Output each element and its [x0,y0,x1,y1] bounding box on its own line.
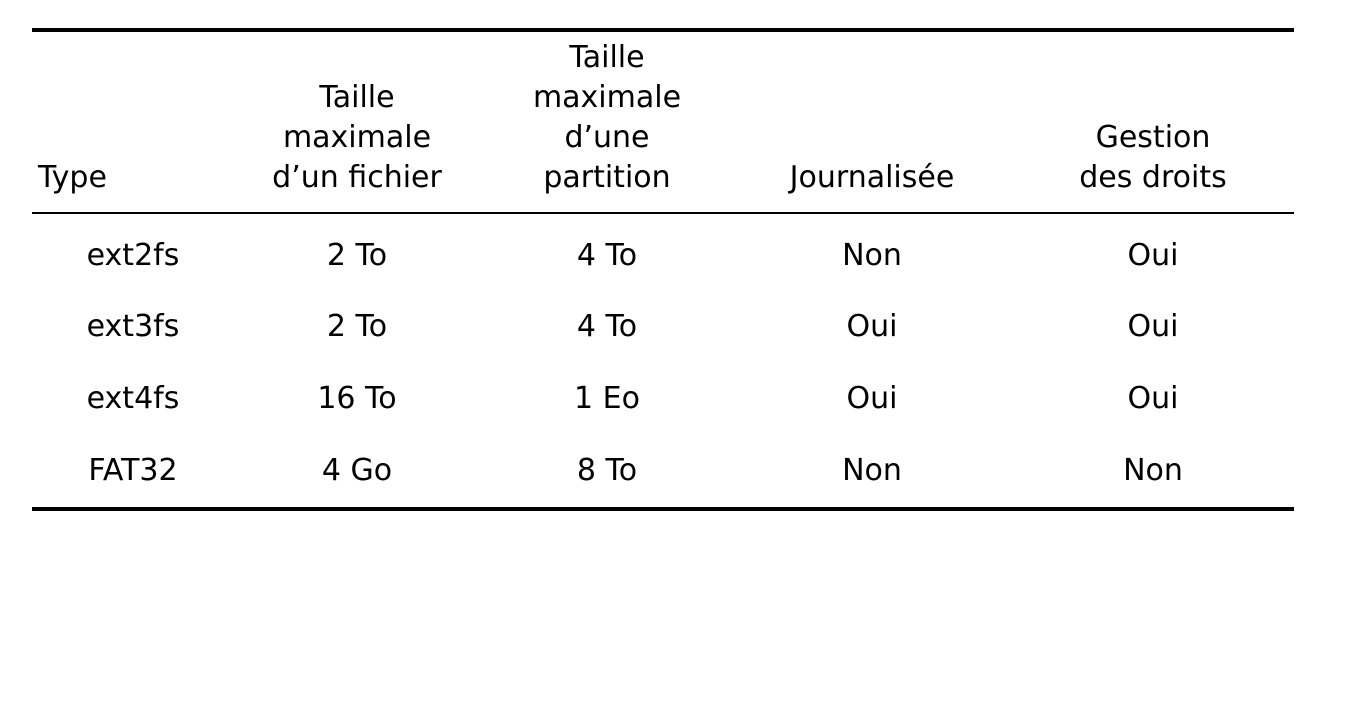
column-header-max-partition-size-line-2: maximale [532,79,682,115]
table-header-spacer [32,213,1294,220]
cell-type: ext3fs [86,309,180,345]
document-page [0,28,1347,706]
table-row [32,435,1294,509]
table-row [32,291,1294,363]
column-header-max-partition-size-line-3: d’une [564,119,650,155]
column-header-type-line-1: Type [38,159,107,195]
filesystem-comparison-table [32,28,1294,537]
column-header-rights-management [1012,30,1294,212]
column-header-rights-management-line-2: des droits [1079,159,1227,195]
cell-max-partition: 8 To [576,453,638,489]
cell-type: FAT32 [88,453,178,489]
column-header-max-partition-size-line-4: partition [543,159,671,195]
cell-max-partition: 1 Eo [574,381,640,417]
cell-max-file: 16 To [317,381,397,417]
cell-max-file: 2 To [326,309,388,345]
cell-max-partition: 4 To [576,309,638,345]
column-header-max-file-size-line-3: d’un fichier [272,159,442,195]
cell-rights: Oui [1127,381,1179,417]
column-header-journalised [732,30,1012,212]
column-header-max-partition-size [482,30,732,212]
column-header-max-partition-size-line-1: Taille [569,40,645,75]
cell-journalised: Oui [846,381,898,417]
cell-type: ext2fs [86,237,180,273]
table-header-row [32,30,1294,212]
cell-type: ext4fs [86,381,180,417]
cell-max-partition: 4 To [576,237,638,273]
cell-max-file: 4 Go [321,453,393,489]
table-row [32,220,1294,292]
cell-rights: Oui [1127,237,1179,273]
cell-rights: Non [1123,453,1183,489]
cell-rights: Oui [1127,309,1179,345]
column-header-journalised-line-1: Journalisée [789,159,955,195]
cell-journalised: Non [842,237,902,273]
column-header-rights-management-line-1: Gestion [1095,119,1211,155]
cell-max-file: 2 To [326,237,388,273]
cell-journalised: Non [842,453,902,489]
column-header-max-file-size [232,30,482,212]
column-header-type [32,30,232,212]
table-bottom-rule [32,509,1294,537]
column-header-max-file-size-line-1: Taille [319,79,395,115]
column-header-max-file-size-line-2: maximale [282,119,432,155]
table-row [32,363,1294,435]
table-foot [32,509,1294,537]
cell-journalised: Oui [846,309,898,345]
table-body [32,220,1294,510]
table-head [32,28,1294,220]
